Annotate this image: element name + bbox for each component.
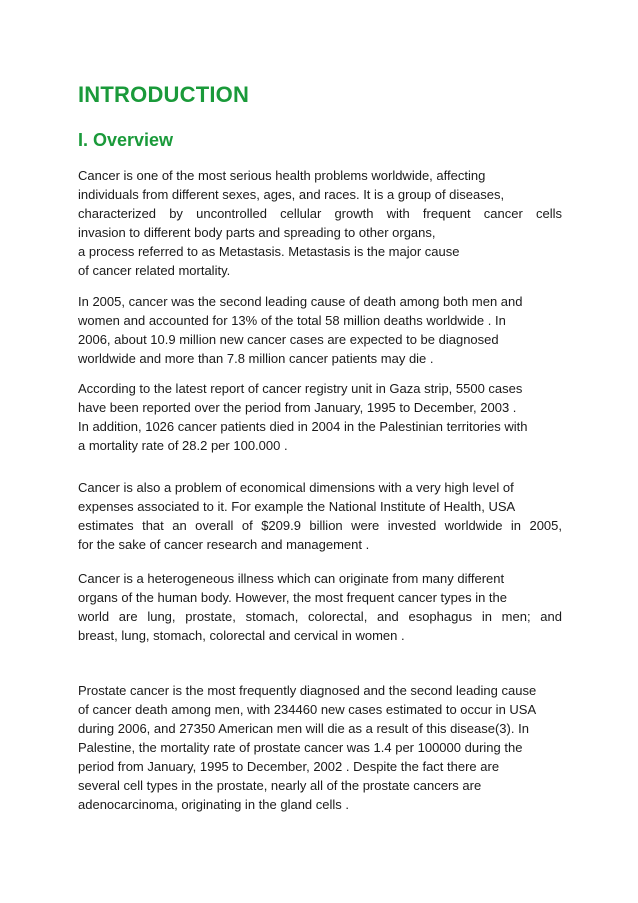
section-heading: I. Overview bbox=[78, 130, 174, 150]
text-line: organs of the human body. However, the most frequent cancer types in the bbox=[78, 590, 508, 605]
text-line: Cancer is also a problem of economical dimensions with a very high level of bbox=[78, 480, 514, 495]
text-line: of cancer related mortality. bbox=[78, 263, 231, 278]
text-line: world are lung, prostate, stomach, colorectal, and esophagus in men; and bbox=[78, 609, 562, 624]
paragraph-gaza-registry bbox=[78, 379, 562, 455]
text-line: According to the latest report of cancer registry unit in Gaza strip, 5500 cases bbox=[78, 381, 523, 396]
text-line: women and accounted for 13% of the total 58 million deaths worldwide . In bbox=[78, 313, 506, 328]
text-line: for the sake of cancer research and management . bbox=[78, 537, 370, 552]
text-line: Prostate cancer is the most frequently diagnosed and the second leading cause bbox=[78, 683, 537, 698]
text-line: characterized by uncontrolled cellular growth with frequent cancer cells bbox=[78, 206, 562, 221]
text-line: In addition, 1026 cancer patients died in 2004 in the Palestinian territories with bbox=[78, 419, 528, 434]
text-line: In 2005, cancer was the second leading cause of death among both men and bbox=[78, 294, 523, 309]
text-line: have been reported over the period from January, 1995 to December, 2003 . bbox=[78, 400, 517, 415]
text-line: individuals from different sexes, ages, and races. It is a group of diseases, bbox=[78, 187, 505, 202]
text-line: adenocarcinoma, originating in the gland cells . bbox=[78, 797, 350, 812]
text-line: invasion to different body parts and spreading to other organs, bbox=[78, 225, 436, 240]
text-line: a mortality rate of 28.2 per 100.000 . bbox=[78, 438, 288, 453]
text-line: Cancer is a heterogeneous illness which can originate from many different bbox=[78, 571, 505, 586]
text-line: worldwide and more than 7.8 million cancer patients may die . bbox=[78, 351, 434, 366]
text-line: Cancer is one of the most serious health problems worldwide, affecting bbox=[78, 168, 486, 183]
text-line: several cell types in the prostate, nearly all of the prostate cancers are bbox=[78, 778, 482, 793]
paragraph-statistics-2005 bbox=[78, 292, 562, 368]
text-line: Palestine, the mortality rate of prostate cancer was 1.4 per 100000 during the bbox=[78, 740, 523, 755]
text-line: breast, lung, stomach, colorectal and cervical in women . bbox=[78, 628, 405, 643]
paragraph-economics bbox=[78, 478, 562, 554]
page-heading: INTRODUCTION bbox=[78, 82, 250, 107]
text-line: 2006, about 10.9 million new cancer cases are expected to be diagnosed bbox=[78, 332, 499, 347]
paragraph-overview bbox=[78, 166, 562, 280]
text-line: estimates that an overall of $209.9 billion were invested worldwide in 2005, bbox=[78, 518, 562, 533]
paragraph-prostate-cancer bbox=[78, 681, 562, 814]
text-line: during 2006, and 27350 American men will die as a result of this disease(3). In bbox=[78, 721, 529, 736]
text-line: period from January, 1995 to December, 2002 . Despite the fact there are bbox=[78, 759, 500, 774]
text-line: a process referred to as Metastasis. Metastasis is the major cause bbox=[78, 244, 460, 259]
text-line: expenses associated to it. For example the National Institute of Health, USA bbox=[78, 499, 516, 514]
paragraph-cancer-types bbox=[78, 569, 562, 645]
text-line: of cancer death among men, with 234460 new cases estimated to occur in USA bbox=[78, 702, 537, 717]
